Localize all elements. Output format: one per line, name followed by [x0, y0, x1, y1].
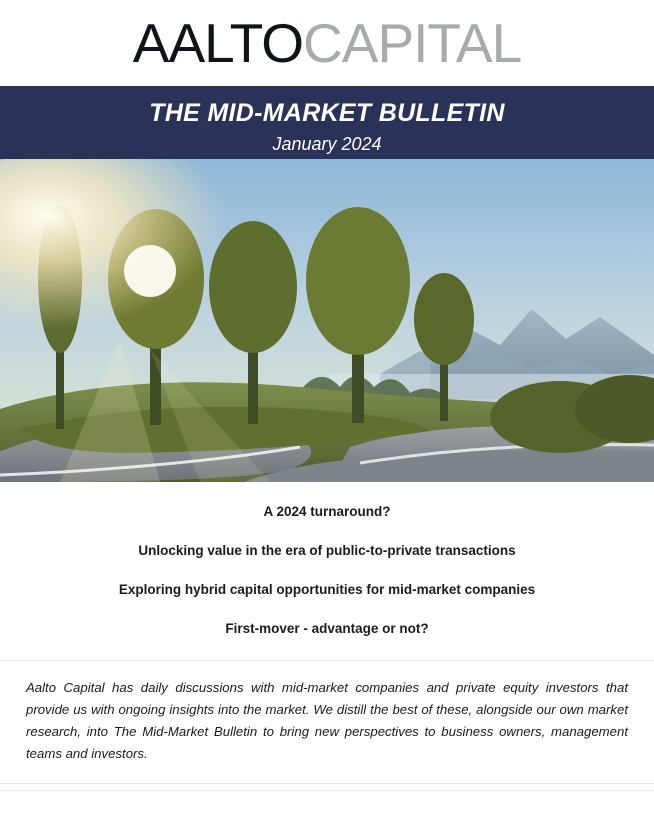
logo-secondary-text: CAPITAL	[303, 11, 522, 74]
hero-illustration	[0, 159, 654, 482]
page-title: THE MID-MARKET BULLETIN	[149, 99, 505, 127]
footer-strip	[0, 790, 654, 817]
intro-paragraph: Aalto Capital has daily discussions with mid-market companies and private equity investors that provide us with ongoing insights into the market. We distill the best of these, alongside our own market research, into The Mid-Market Bulletin to bring new perspectives to business owners, management teams and investors.	[26, 679, 628, 762]
hero-image	[0, 159, 654, 482]
headline-item: First-mover - advantage or not?	[225, 620, 429, 636]
title-band	[0, 86, 654, 159]
intro-section	[0, 660, 654, 785]
logo-primary-text: AALTO	[132, 11, 304, 74]
brand-logo	[0, 0, 654, 86]
headline-item: A 2024 turnaround?	[263, 504, 391, 519]
issue-date: January 2024	[272, 133, 382, 154]
headline-item: Unlocking value in the era of public-to-private transactions	[138, 542, 516, 558]
headline-item: Exploring hybrid capital opportunities for mid-market companies	[118, 581, 536, 597]
logo-wordmark	[132, 11, 522, 74]
headline-list	[0, 482, 654, 660]
